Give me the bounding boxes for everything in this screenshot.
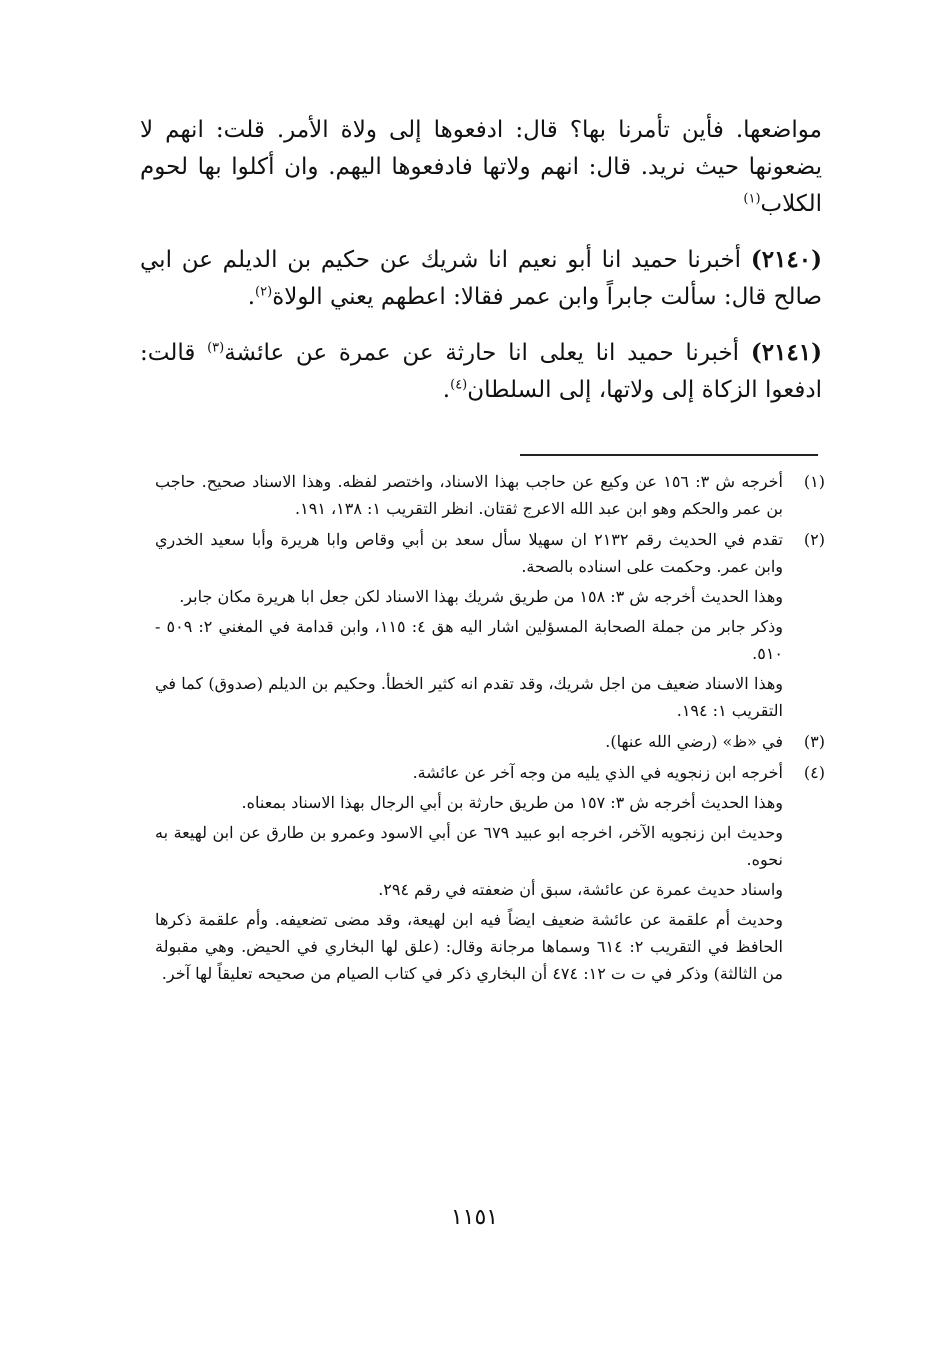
paragraph-continuation	[140, 112, 822, 223]
paragraph-text: مواضعها. فأين تأمرنا بها؟ قال: ادفعوها إلى ولاة الأمر. قلت: انهم لا يضعونها حيث نريد. قال: انهم ولاتها فادفعوها اليهم. وان أكلوا بها لحوم الكلاب	[140, 117, 822, 217]
hadith-2141	[140, 334, 822, 409]
footnote-label: (١)	[803, 472, 825, 491]
footnote-text: تقدم في الحديث رقم ٢١٣٢ ان سهيلا سأل سعد بن أبي وقاص وابا هريرة وأبا سعيد الخدري وابن عمر. وحكمت على اسناده بالصحة.	[155, 530, 783, 576]
footnote-text: وهذا الحديث أخرجه ش ٣: ١٥٨ من طريق شريك بهذا الاسناد لكن جعل ابا هريرة مكان جابر.	[179, 587, 783, 606]
footnote-ref-3[interactable]: (٣)	[207, 340, 225, 356]
punctuation: .	[247, 284, 256, 310]
hadith-text: أخبرنا حميد انا أبو نعيم انا شريك عن حكيم بن الديلم عن ابي صالح قال: سألت جابراً وابن عمر فقالا: اعطهم يعني الولاة	[140, 247, 822, 310]
footnote-1	[155, 468, 825, 522]
footnote-ref-1[interactable]: (١)	[743, 191, 761, 207]
footnote-text: في «ظ» (رضي الله عنها).	[605, 732, 783, 751]
footnote-2	[155, 526, 825, 724]
footnote-separator	[520, 454, 818, 456]
footnote-text: وذكر جابر من جملة الصحابة المسؤلين اشار اليه هق ٤: ١١٥، وابن قدامة في المغني ٢: ٥٠٩ - ٥١٠.	[155, 617, 784, 663]
footnote-text: واسناد حديث عمرة عن عائشة، سبق أن ضعفته في رقم ٢٩٤.	[378, 880, 783, 899]
hadith-text: قالت: ادفعوا الزكاة إلى ولاتها، إلى السلطان	[140, 340, 822, 403]
hadith-number: (٢١٤٠)	[750, 246, 823, 273]
footnote-text: وهذا الاسناد ضعيف من اجل شريك، وقد تقدم انه كثير الخطأ. وحكيم بن الديلم (صدوق) كما في التقريب ١: ١٩٤.	[155, 674, 783, 720]
footnote-3	[155, 728, 825, 755]
punctuation: .	[442, 377, 451, 403]
main-text	[140, 112, 822, 409]
footnotes	[155, 468, 825, 991]
footnote-4	[155, 759, 825, 987]
footnote-text: وهذا الحديث أخرجه ش ٣: ١٥٧ من طريق حارثة بن أبي الرجال بهذا الاسناد بمعناه.	[241, 793, 783, 812]
hadith-text: أخبرنا حميد انا يعلى انا حارثة عن عمرة عن عائشة	[224, 340, 740, 366]
footnote-text: وحديث أم علقمة عن عائشة ضعيف ايضاً فيه ابن لهيعة، وقد مضى تضعيفه. وأم علقمة ذكرها الحافظ في التقريب ٢: ٦١٤ وسماها مرجانة وقال: (علق لها البخاري في الحيض. وهي مقبولة من الثالثة) وذكر في ت ت ١٢: ٤٧٤ أن البخاري ذكر في كتاب الصيام من صحيحه تعليقاً لها آخر.	[155, 910, 783, 983]
footnote-text: أخرجه ابن زنجويه في الذي يليه من وجه آخر عن عائشة.	[412, 763, 783, 782]
footnote-text: وحديث ابن زنجويه الآخر، اخرجه ابو عبيد ٦٧٩ عن أبي الاسود وعمرو بن طارق عن ابن لهيعة به نحوه.	[155, 823, 784, 869]
page-number: ١١٥١	[450, 1205, 499, 1230]
footnote-label: (٢)	[803, 530, 825, 549]
footnote-ref-2[interactable]: (٢)	[255, 284, 273, 300]
footnote-text: أخرجه ش ٣: ١٥٦ عن وكيع عن حاجب بهذا الاسناد، واختصر لفظه. وهذا الاسناد صحيح. حاجب بن عمر والحكم وهو ابن عبد الله الاعرج ثقتان. انظر التقريب ١: ١٣٨، ١٩١.	[155, 472, 783, 518]
hadith-number: (٢١٤١)	[750, 339, 823, 366]
footnote-label: (٤)	[803, 763, 825, 782]
footnote-label: (٣)	[803, 732, 825, 751]
footnote-ref-4[interactable]: (٤)	[450, 377, 468, 393]
hadith-2140	[140, 241, 822, 316]
